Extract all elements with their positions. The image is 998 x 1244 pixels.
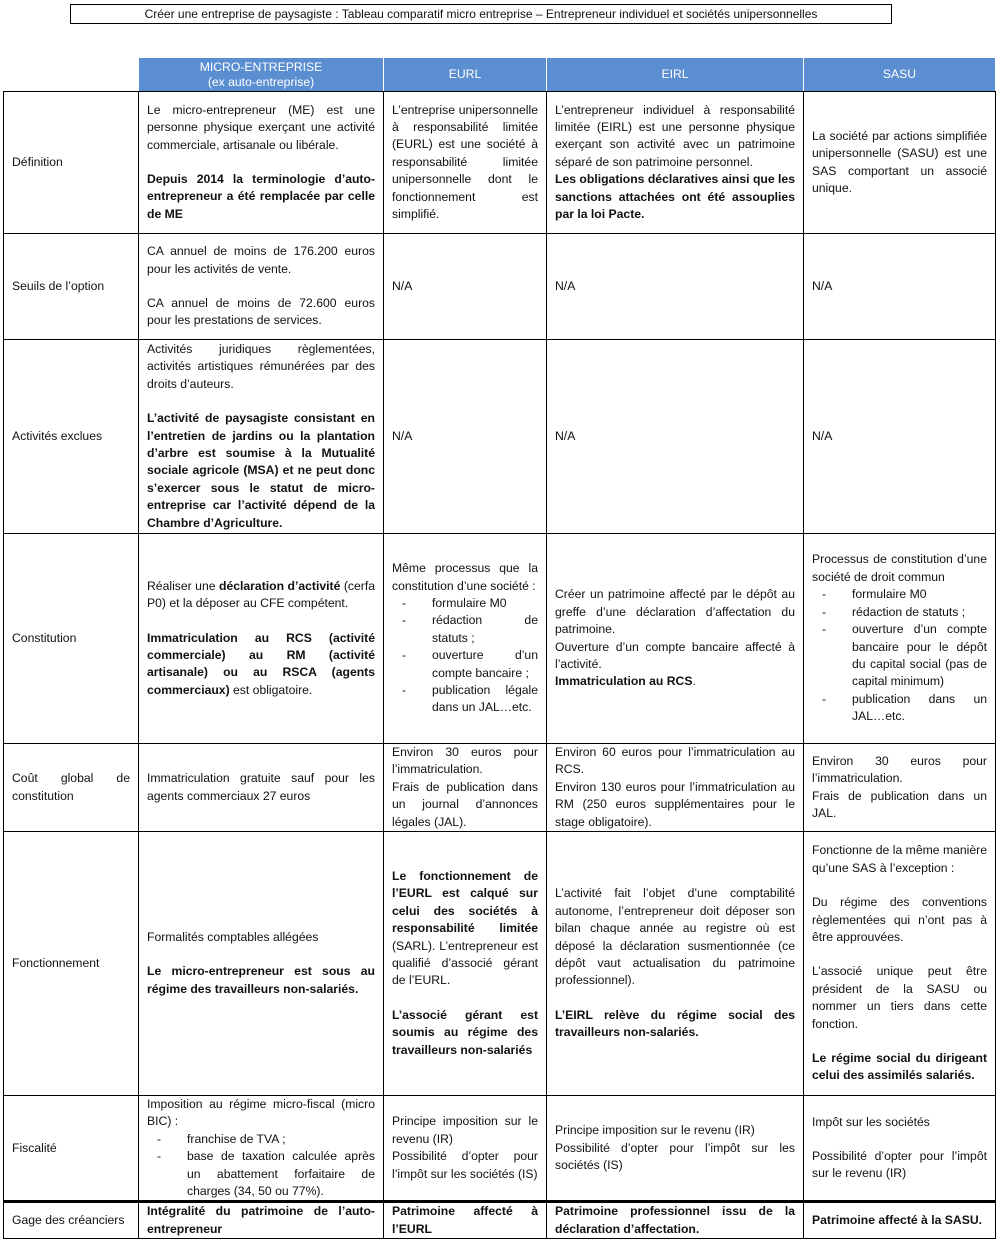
row-label-cout: Coût global de constitution <box>4 744 139 832</box>
cell-constitution-eurl: Même processus que la constitution d’une société : - formulaire M0 - rédaction de statuts ; - ouverture d’un compte bancaire ; - publication légale dans un JAL…etc. <box>384 534 547 744</box>
row-label-seuils: Seuils de l’option <box>4 234 139 340</box>
row-label-exclues: Activités exclues <box>4 340 139 534</box>
row-label-constitution: Constitution <box>4 534 139 744</box>
list-item: - base de taxation calculée après un abattement forfaitaire de charges (34, 50 ou 77%). <box>147 1148 375 1200</box>
row-seuils <box>4 234 996 340</box>
header-micro: MICRO-ENTREPRISE (ex auto-entreprise) <box>139 58 384 92</box>
cell-gage-micro: Intégralité du patrimoine de l’auto-entrepreneur <box>139 1202 384 1239</box>
cell-exclues-eurl: N/A <box>384 340 547 534</box>
cell-fonctionnement-micro: Formalités comptables allégées Le micro-entrepreneur est sous au régime des travailleurs non-salariés. <box>139 832 384 1096</box>
list-item: - ouverture d’un compte bancaire ; <box>392 647 538 682</box>
cell-exclues-sasu: N/A <box>804 340 996 534</box>
list-item: - rédaction de statuts ; <box>392 612 538 647</box>
cell-fonctionnement-eirl: L’activité fait l’objet d’une comptabilité autonome, l’entrepreneur doit déposer son bilan chaque année au registre où est déposé la déclaration susmentionnée (ce dépôt vaut actualisation du patrimoine professionnel). L’EIRL relève du régime social des travailleurs non-salariés. <box>547 832 804 1096</box>
row-label-fiscalite: Fiscalité <box>4 1096 139 1202</box>
row-label-definition: Définition <box>4 92 139 234</box>
cell-definition-eurl: L’entreprise unipersonnelle à responsabilité limitée (EURL) est une société à responsabilité limitée unipersonnelle dont le fonctionnement est simplifié. <box>384 92 547 234</box>
cell-fonctionnement-sasu: Fonctionne de la même manière qu’une SAS à l’exception : Du régime des conventions règlementées qui n’ont pas à être approuvées. L’associé unique peut être président de la SASU ou nommer un tiers dans cette fonction. Le régime social du dirigeant celui des assimilés salariés. <box>804 832 996 1096</box>
list-item: - formulaire M0 <box>812 586 987 603</box>
cell-fonctionnement-eurl: Le fonctionnement de l’EURL est calqué sur celui des sociétés à responsabilité limitée (SARL). L’entrepreneur est qualifié d’associé gérant de l’EURL. L’associé gérant est soumis au régime des travailleurs non-salariés <box>384 832 547 1096</box>
cell-fiscalite-sasu: Impôt sur les sociétés Possibilité d’opter pour l’impôt sur le revenu (IR) <box>804 1096 996 1202</box>
list-item: - publication légale dans un JAL…etc. <box>392 682 538 717</box>
cell-cout-eurl: Environ 30 euros pour l’immatriculation. Frais de publication dans un journal d’annonces légales (JAL). <box>384 744 547 832</box>
cell-constitution-sasu: Processus de constitution d’une société de droit commun - formulaire M0 - rédaction de statuts ; - ouverture d’un compte bancaire pour le dépôt du capital social (pas de capital minimum) - publication dans un JAL…etc. <box>804 534 996 744</box>
list-item: - formulaire M0 <box>392 595 538 612</box>
cell-fiscalite-eirl: Principe imposition sur le revenu (IR) Possibilité d’opter pour l’impôt sur les sociétés (IS) <box>547 1096 804 1202</box>
cell-definition-sasu: La société par actions simplifiée unipersonnelle (SASU) est une SAS comportant un associé unique. <box>804 92 996 234</box>
row-label-fonctionnement: Fonctionnement <box>4 832 139 1096</box>
cell-gage-eurl: Patrimoine affecté à l’EURL <box>384 1202 547 1239</box>
row-gage <box>4 1202 996 1239</box>
list-item: - rédaction de statuts ; <box>812 604 987 621</box>
cell-exclues-micro: Activités juridiques règlementées, activités artistiques rémunérées par des droits d’auteurs. L’activité de paysagiste consistant en l’entretien de jardins ou la plantation d’arbre est soumise à la Mutualité sociale agricole (MSA) et ne peut donc s’exercer sous le statut de micro-entreprise car l’activité dépend de la Chambre d’Agriculture. <box>139 340 384 534</box>
row-definition <box>4 92 996 234</box>
row-exclues <box>4 340 996 534</box>
row-constitution <box>4 534 996 744</box>
header-blank <box>4 58 139 92</box>
cell-fiscalite-eurl: Principe imposition sur le revenu (IR) Possibilité d’opter pour l’impôt sur les sociétés (IS) <box>384 1096 547 1202</box>
cell-exclues-eirl: N/A <box>547 340 804 534</box>
cell-fiscalite-micro: Imposition au régime micro-fiscal (micro BIC) : - franchise de TVA ; - base de taxation calculée après un abattement forfaitaire de charges (34, 50 ou 77%). <box>139 1096 384 1202</box>
header-eurl: EURL <box>384 58 547 92</box>
cell-constitution-eirl: Créer un patrimoine affecté par le dépôt au greffe d’une déclaration d’affectation du patrimoine. Ouverture d’un compte bancaire affecté à l’activité. Immatriculation au RCS. <box>547 534 804 744</box>
row-fiscalite <box>4 1096 996 1202</box>
header-eirl: EIRL <box>547 58 804 92</box>
cell-seuils-eurl: N/A <box>384 234 547 340</box>
cell-definition-eirl: L’entrepreneur individuel à responsabilité limitée (EIRL) est une personne physique exerçant son activité avec un patrimoine séparé de son patrimoine personnel. Les obligations déclaratives ainsi que les sanctions attachées ont été assouplies par la loi Pacte. <box>547 92 804 234</box>
list-item: - publication dans un JAL…etc. <box>812 691 987 726</box>
cell-seuils-micro: CA annuel de moins de 176.200 euros pour les activités de vente. CA annuel de moins de 72.600 euros pour les prestations de services. <box>139 234 384 340</box>
list-item: - franchise de TVA ; <box>147 1131 375 1148</box>
eurl-constitution-list <box>392 595 538 717</box>
list-item: - ouverture d’un compte bancaire pour le dépôt du capital social (pas de capital minimum) <box>812 621 987 691</box>
cell-definition-micro: Le micro-entrepreneur (ME) est une personne physique exerçant une activité commerciale, artisanale ou libérale. Depuis 2014 la terminologie d’auto-entrepreneur a été remplacée par celle de ME <box>139 92 384 234</box>
comparison-table <box>3 57 996 1239</box>
cell-constitution-micro: Réaliser une déclaration d’activité (cerfa P0) et la déposer au CFE compétent. Immatriculation au RCS (activité commerciale) au RM (activité artisanale) ou au RSCA (agents commerciaux) est obligatoire. <box>139 534 384 744</box>
row-cout <box>4 744 996 832</box>
cell-cout-eirl: Environ 60 euros pour l’immatriculation au RCS. Environ 130 euros pour l’immatriculation au RM (250 euros supplémentaires pour le stage obligatoire). <box>547 744 804 832</box>
cell-seuils-eirl: N/A <box>547 234 804 340</box>
sasu-constitution-list <box>812 586 987 725</box>
document-title: Créer une entreprise de paysagiste : Tableau comparatif micro entreprise – Entrepreneur individuel et sociétés unipersonnelles <box>70 4 892 24</box>
cell-gage-sasu: Patrimoine affecté à la SASU. <box>804 1202 996 1239</box>
header-row <box>4 58 996 92</box>
cell-cout-micro: Immatriculation gratuite sauf pour les agents commerciaux 27 euros <box>139 744 384 832</box>
row-label-gage: Gage des créanciers <box>4 1202 139 1239</box>
row-fonctionnement <box>4 832 996 1096</box>
micro-fiscalite-list <box>147 1131 375 1201</box>
cell-seuils-sasu: N/A <box>804 234 996 340</box>
cell-cout-sasu: Environ 30 euros pour l’immatriculation. Frais de publication dans un JAL. <box>804 744 996 832</box>
header-sasu: SASU <box>804 58 996 92</box>
cell-gage-eirl: Patrimoine professionnel issu de la déclaration d’affectation. <box>547 1202 804 1239</box>
